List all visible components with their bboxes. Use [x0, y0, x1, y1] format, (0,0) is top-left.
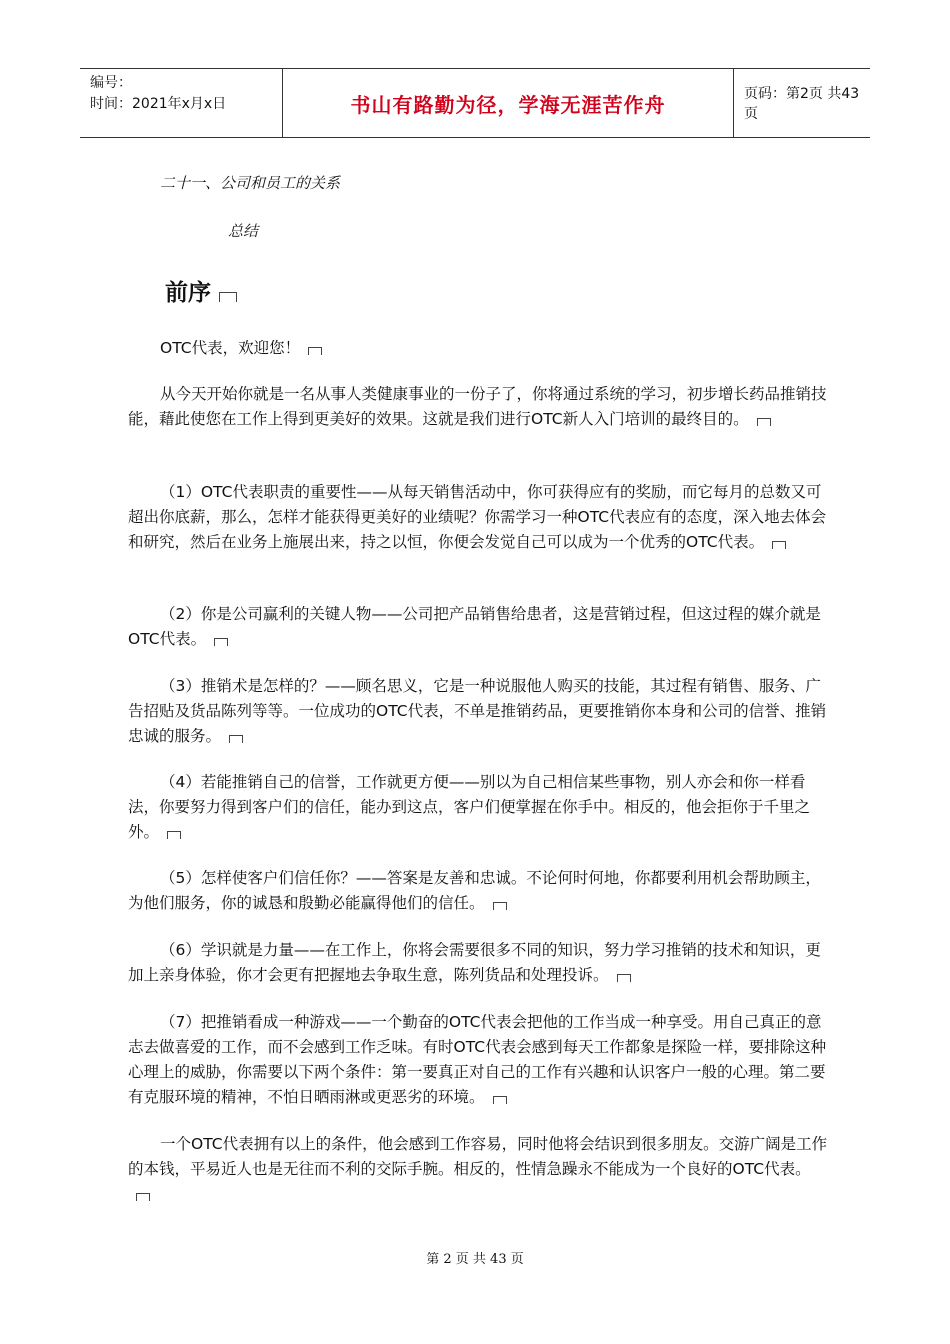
paragraph: （5）怎样使客户们信任你？——答案是友善和忠诚。不论何时何地，你都要利用机会帮助顾主，为他们服务，你的诚恳和殷勤必能赢得他们的信任。 [128, 869, 821, 912]
paragraph-mark-icon [617, 974, 631, 982]
paragraph-mark-icon [167, 831, 181, 839]
document-date: 时间：2021年x月x日 [90, 96, 227, 112]
paragraph-mark-icon [493, 1096, 507, 1104]
header-meta [80, 69, 282, 137]
paragraph: （2）你是公司赢利的关键人物——公司把产品销售给患者，这是营销过程，但这过程的媒介就是OTC代表。 [128, 605, 821, 648]
paragraph: （6）学识就是力量——在工作上，你将会需要很多不同的知识，努力学习推销的技术和知识，更加上亲身体验，你才会更有把握地去争取生意，陈列货品和处理投诉。 [128, 941, 821, 984]
paragraph: （7）把推销看成一种游戏——一个勤奋的OTC代表会把他的工作当成一种享受。用自己真正的意志去做喜爱的工作，而不会感到工作乏味。有时OTC代表会感到每天工作都象是探险一样，要排除这种心理上的威胁，你需要以下两个条件：第一要真正对自己的工作有兴趣和认识客户一般的心理。第二要有克服环境的精神，不怕日晒雨淋或更恶劣的环境。 [128, 1013, 827, 1106]
paragraph-mark-icon [772, 541, 786, 549]
paragraph-mark-icon [308, 347, 322, 355]
paragraph: OTC代表，欢迎您！ [128, 336, 828, 361]
paragraph-mark-icon [136, 1193, 150, 1201]
section-heading-text: 前序 [165, 280, 211, 306]
paragraph-mark-icon [214, 638, 228, 646]
paragraph: 从今天开始你就是一名从事人类健康事业的一份子了，你将通过系统的学习，初步增长药品推销技能，藉此使您在工作上得到更美好的效果。这就是我们进行OTC新人入门培训的最终目的。 [128, 385, 827, 428]
page-footer: 第 2 页 共 43 页 [426, 1252, 524, 1267]
page-header [80, 68, 870, 138]
header-page-info: 页码：第2页 共43页 [744, 86, 860, 122]
section-heading [165, 274, 237, 307]
paragraph: （4）若能推销自己的信誉，工作就更方便——别以为自己相信某些事物，别人亦会和你一样看法，你要努力得到客户们的信任，能办到这点，客户们便掌握在你手中。相反的，他会拒你于千里之外。 [128, 773, 811, 841]
paragraph-mark-icon [493, 902, 507, 910]
toc-item-21[interactable]: 二十一、公司和员工的关系 [160, 174, 341, 192]
paragraph: 一个OTC代表拥有以上的条件，他会感到工作容易，同时他将会结识到很多朋友。交游广阔是工作的本钱，平易近人也是无往而不利的交际手腕。相反的，性情急躁永不能成为一个良好的OTC代表。 [128, 1132, 828, 1207]
toc-item-summary[interactable]: 总结 [228, 222, 259, 240]
header-motto: 书山有路勤为径，学海无涯苦作舟 [282, 69, 734, 137]
document-number-label: 编号： [90, 75, 132, 91]
paragraph-mark-icon [229, 735, 243, 743]
paragraph-mark-icon [219, 292, 237, 302]
paragraph: （1）OTC代表职责的重要性——从每天销售活动中，你可获得应有的奖励，而它每月的总数又可超出你底薪，那么，怎样才能获得更美好的业绩呢？你需学习一种OTC代表应有的态度，深入地去体会和研究，然后在业务上施展出来，持之以恒，你便会发觉自己可以成为一个优秀的OTC代表。 [128, 483, 827, 551]
paragraph-mark-icon [757, 418, 771, 426]
paragraph: （3）推销术是怎样的？——顾名思义，它是一种说服他人购买的技能，其过程有销售、服务、广告招贴及货品陈列等等。一位成功的OTC代表，不单是推销药品，更要推销你本身和公司的信誉、推销忠诚的服务。 [128, 677, 827, 745]
